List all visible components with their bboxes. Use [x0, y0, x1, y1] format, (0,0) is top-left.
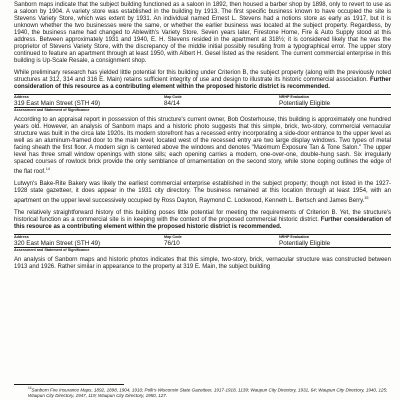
recommendation-bold: Further consideration of this resource as a contributing element within the proposed historic district is recommended. — [14, 77, 391, 90]
nrhp-label: NRHP Evaluation — [279, 95, 310, 99]
map-code-value: 76/10 — [164, 239, 180, 247]
criterion-text: The relatively straightforward history of this building poses little potential for meeting the requirements of Criterion B. Yet, the structure's historical function as a commercial site is in keeping with the context of the proposed commercial historic district. — [14, 209, 391, 223]
property-table-320 — [14, 234, 391, 253]
table-value-row — [14, 100, 391, 108]
address-label: Address — [14, 234, 29, 239]
property-table-319 — [14, 94, 391, 113]
paragraph-recommendation-318 — [14, 70, 391, 91]
nrhp-value: Potentially Eligible — [279, 99, 331, 107]
footnote-ref-14: 14 — [45, 166, 51, 171]
bakery-text: Lutwyn's Bake-Rite Bakery was likely the earliest commercial enterprise established in the subject property; though not listed in the 1927-1928 state gazetteer, it does appear in the 1931 city directory. The business remained at this location through at least 1954, with an apartment on the upper level successively occupied by Ross Dayton, Raymond C. Lockwood, Kenneth L. Bertsch and James Berry. — [14, 180, 391, 204]
paragraph-bakery-history — [14, 181, 391, 205]
address-label: Address — [14, 95, 29, 99]
assessment-label: Assessment and Statement of Significance — [14, 108, 90, 113]
map-code-label: Map Code — [164, 234, 182, 239]
paragraph-history-318: Sanborn maps indicate that the subject building functioned as a saloon in 1892, then housed a barber shop by 1898, only to revert to use as a saloon by 1904. A variety store was established in the building by 1913. The first specific business known to have occupied the site is Stevens Variety Store, which was extent by 1931. An individual named Ernest L. Stevens had a notions store as early as 1917, but it is unknown whether the two businesses were the same, or whether the earlier business was located at the subject property. Regardless, by 1940, the business name had changed to Ablewith's Variety Store. Seven years later, Firestone Home, Fire & Auto Supply stood at this address. Between approximately 1931 and 1940, E. H. Stevens resided in the apartment at 318½; it is considered likely that he was the proprietor of Stevens Variety Store, with the discrepancy of the middle initial possibly resulting from a typographical error. The upper story continued to feature an apartment through at least 1950, with Albert H. Gesel listed as the resident. The current commercial enterprise in this building is Up-Scale Resale, a consignment shop. — [14, 2, 391, 64]
recommendation-text: While preliminary research has yielded little potential for this building under Criterion B, the subject property (along with the previously noted structures at 312, 314 and 316 E. Main) retains sufficient integrity of use and design to illustrate its historic commercial association. — [14, 70, 391, 83]
footnote-text: Sanborn Fire Insurance Maps, 1892, 1898, 1904, 1910; Polk's Wisconsin State Gazetteer, 1917-1918, 1139; Waupun City Directory, 1931, 64; Waupun City Directory, 1940, 125; Waupun City Directory, 1947, 119; Waupun City Directory, 1950, 127. — [28, 387, 388, 398]
paragraph-recommendation-319 — [14, 210, 391, 231]
assessment-label: Assessment and Statement of Significance — [14, 248, 90, 253]
criterion-bold: Further consideration of this resource as a contributing element within the proposed historic district is recommended. — [14, 216, 391, 230]
paragraph-description-319 — [14, 117, 391, 176]
address-value: 320 East Main Street (STH 49) — [14, 239, 101, 247]
address-value: 319 East Main Street (STH 49) — [14, 99, 101, 107]
map-code-value: 84/14 — [164, 99, 180, 107]
table-value-row — [14, 240, 391, 248]
map-code-label: Map Code — [164, 95, 182, 99]
paragraph-description-320: An analysis of Sanborn maps and historic photos indicates that this simple, two-story, brick, vernacular structure was constructed between 1913 and 1926. Rather similar in appearance to the property at 319 E. Main, the subject building — [14, 256, 391, 270]
footnote-ref-15: 15 — [364, 195, 369, 200]
footnote-number: 14 — [28, 385, 32, 390]
description-text: According to an appraisal report in possession of this structure's current owner, Bob Oosterhouse, this building is approximately one hundred years old. However, an analysis of Sanborn maps and a historic photo suggests that this simple, brick, two-story, commercial vernacular structure was built in the circa late 1920s. Its modern storefront has a recessed entry incorporating a side-door entrance to the upper level as well as an aluminum-framed door to the main level; located west of the recessed entry are two large display windows. Two types of metal facing sheath the first floor. A modern sign is centered above the windows and denotes "Maximum Exposure Tan & Tone Salon." The upper level has three small window openings with stone sills; each opening carries a modern, one-over-one, double-hung sash. Six irregularly spaced courses of rowlock brick provide the only semblance of ornamentation on the second story, while stone coping outlines the edge of the flat roof. — [14, 116, 391, 175]
nrhp-value: Potentially Eligible — [279, 239, 331, 247]
footnotes — [14, 381, 391, 398]
nrhp-label: NRHP Evaluation — [279, 234, 310, 239]
footnote-14 — [14, 386, 391, 398]
footnote-rule — [14, 384, 124, 385]
